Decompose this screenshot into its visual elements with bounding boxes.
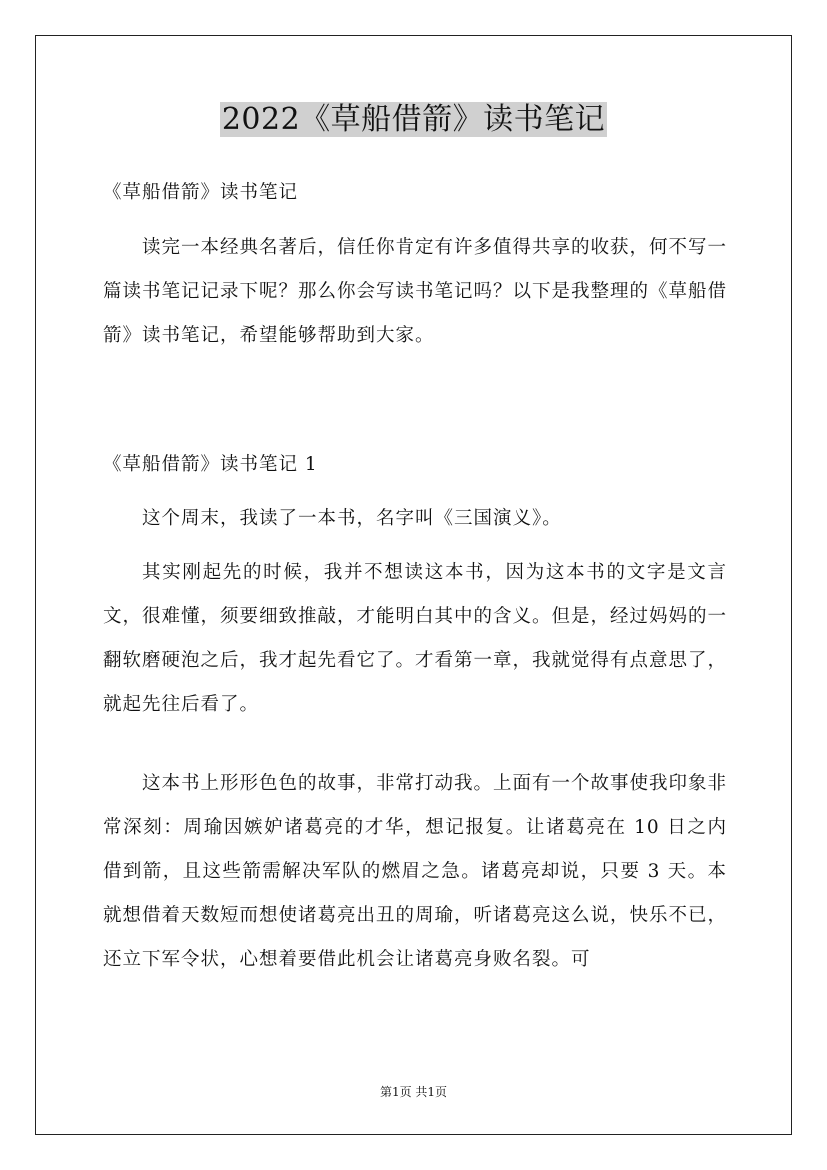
intro-heading: 《草船借箭》读书笔记 (103, 182, 299, 203)
body-paragraph: 其实刚起先的时候，我并不想读这本书，因为这本书的文字是文言文，很难懂，须要细致推敲，才能明白其中的含义。但是，经过妈妈的一翻软磨硬泡之后，我才起先看它了。才看第一章，我就觉得有点意思了，就起先往后看了。 (103, 562, 728, 715)
section-heading-block (103, 453, 727, 477)
body-paragraph-3-block (103, 762, 727, 982)
page-footer (0, 1084, 827, 1100)
body-paragraph: 这本书上形形色色的故事，非常打动我。上面有一个故事使我印象非常深刻：周瑜因嫉妒诸葛亮的才华，想记报复。让诸葛亮在 10 日之内借到箭，且这些箭需解决军队的燃眉之急。诸葛亮却说，只要 3 天。本就想借着天数短而想使诸葛亮出丑的周瑜，听诸葛亮这么说，快乐不已，还立下军令状，心想着要借此机会让诸葛亮身败名裂。可 (103, 773, 728, 970)
intro-heading-block (103, 181, 727, 205)
intro-paragraph-block (103, 226, 727, 358)
intro-paragraph: 读完一本经典名著后，信任你肯定有许多值得共享的收获，何不写一篇读书笔记记录下呢？那么你会写读书笔记吗？以下是我整理的《草船借箭》读书笔记，希望能够帮助到大家。 (103, 237, 728, 346)
body-paragraph-2-block (103, 551, 727, 727)
body-paragraph-1-block (103, 497, 727, 541)
body-paragraph: 这个周末，我读了一本书，名字叫《三国演义》。 (142, 508, 562, 529)
document-title (0, 100, 827, 140)
document-title-text: 2022《草船借箭》读书笔记 (221, 102, 606, 137)
page-number: 第1页 共1页 (379, 1085, 448, 1099)
section-heading: 《草船借箭》读书笔记 1 (103, 454, 318, 475)
